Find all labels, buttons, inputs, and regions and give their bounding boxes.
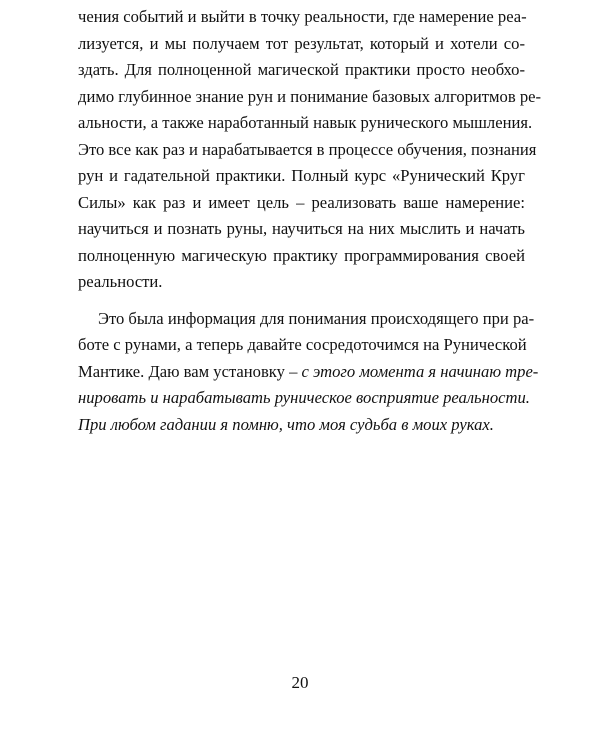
text-line: димо глубинное знание рун и понимание базовых алгоритмов ре- [78, 86, 542, 106]
text-line-mixed [78, 359, 539, 386]
body-text [78, 4, 542, 438]
text-line: альности, а также наработанный навык рунического мышления. [78, 113, 533, 132]
text-line: Силы» как раз и имеет цель – реализовать ваше намерение: [78, 192, 525, 212]
text-line: полноценную магическую практику программирования своей [78, 245, 525, 265]
text-line: научиться и познать руны, научиться на них мыслить и начать [78, 219, 525, 238]
italic-line: нировать и нарабатывать руническое восприятие реальности. [78, 388, 530, 407]
paragraph-1 [78, 4, 542, 296]
text-line: лизуется, и мы получаем тот результат, который и хотели со- [78, 33, 525, 53]
text-line: боте с рунами, а теперь давайте сосредоточимся на Рунической [78, 335, 527, 354]
text-line: Это была информация для понимания происходящего при ра- [98, 308, 535, 328]
paragraph-gap [78, 296, 525, 306]
italic-text: с этого момента я начинаю тре- [301, 361, 539, 381]
page-number: 20 [291, 673, 309, 692]
text-line: чения событий и выйти в точку реальности, где намерение реа- [78, 7, 527, 26]
text-line: Это все как раз и нарабатывается в процессе обучения, познания [78, 139, 537, 159]
text-line: реальности. [78, 272, 163, 291]
regular-text: Мантике. Даю вам установку – [78, 361, 302, 381]
italic-line: При любом гадании я помню, что моя судьба в моих руках. [78, 414, 494, 434]
text-line: здать. Для полноценной магической практики просто необхо- [78, 60, 525, 79]
text-line: рун и гадательной практики. Полный курс «Рунический Круг [78, 166, 525, 185]
paragraph-2 [78, 306, 539, 439]
